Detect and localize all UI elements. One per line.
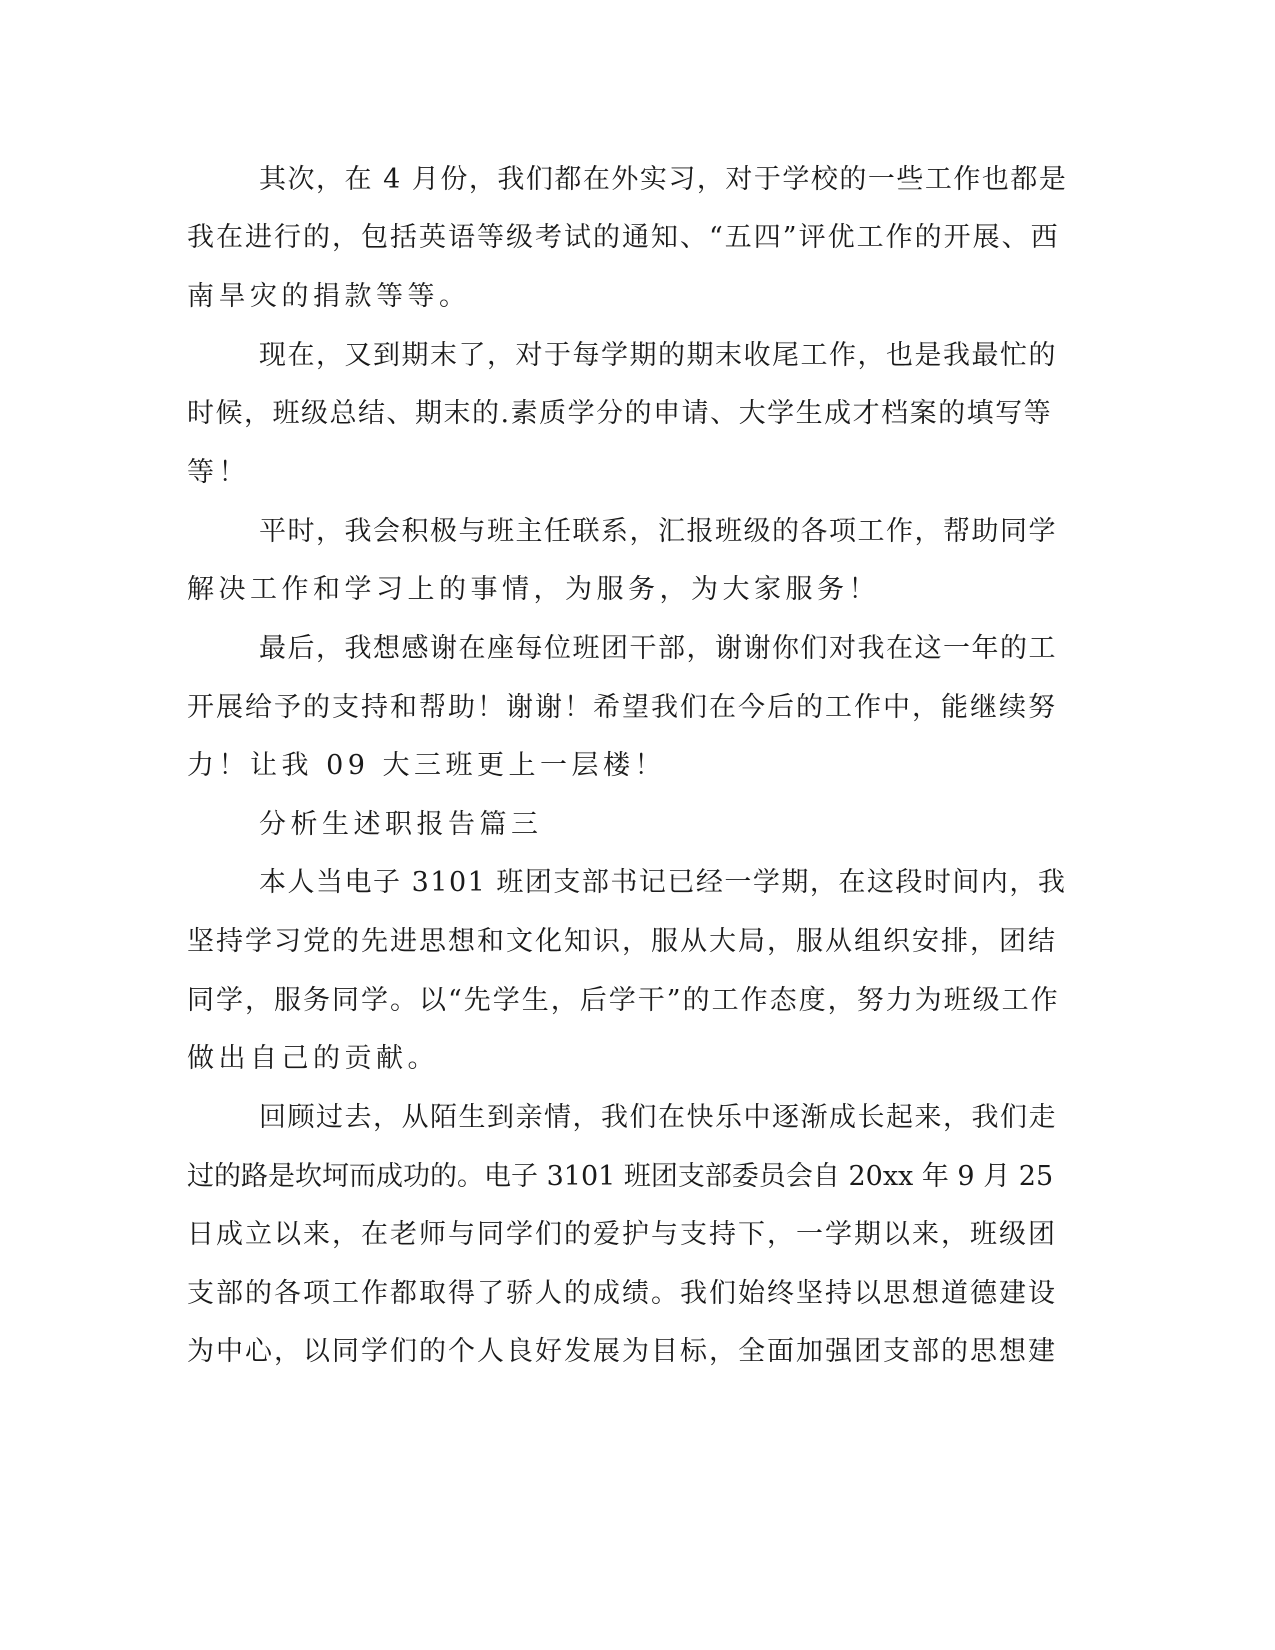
text-line: 其次，在 4 月份，我们都在外实习，对于学校的一些工作也都是	[259, 164, 1068, 195]
text-line: 我在进行的，包括英语等级考试的通知、“五四”评优工作的开展、西	[187, 222, 1060, 253]
text-line: 日成立以来，在老师与同学们的爱护与支持下，一学期以来，班级团	[187, 1219, 1057, 1250]
text-line: 时候，班级总结、期末的.素质学分的申请、大学生成才档案的填写等	[187, 398, 1053, 429]
text-line: 同学，服务同学。以“先学生，后学干”的工作态度，努力为班级工作	[187, 985, 1060, 1016]
text-line: 回顾过去，从陌生到亲情，我们在快乐中逐渐成长起来，我们走	[259, 1102, 1057, 1133]
text-line: 现在，又到期末了，对于每学期的期末收尾工作，也是我最忙的	[259, 340, 1057, 371]
text-line: 南旱灾的捐款等等。	[187, 281, 471, 312]
text-line: 解决工作和学习上的事情，为服务，为大家服务！	[187, 574, 880, 605]
text-line: 平时，我会积极与班主任联系，汇报班级的各项工作，帮助同学	[259, 516, 1057, 547]
text-line: 支部的各项工作都取得了骄人的成绩。我们始终坚持以思想道德建设	[187, 1278, 1057, 1309]
text-line: 过的路是坎坷而成功的。电子 3101 班团支部委员会自 20xx 年 9 月 25	[187, 1161, 1054, 1192]
text-line: 坚持学习党的先进思想和文化知识，服从大局，服从组织安排，团结	[187, 926, 1057, 957]
section-heading: 分析生述职报告篇三	[259, 809, 543, 840]
text-line: 最后，我想感谢在座每位班团干部，谢谢你们对我在这一年的工	[259, 633, 1057, 664]
text-line: 做出自己的贡献。	[187, 1043, 439, 1074]
text-line: 力！让我 09 大三班更上一层楼！	[187, 750, 667, 781]
text-line: 为中心，以同学们的个人良好发展为目标，全面加强团支部的思想建	[187, 1336, 1057, 1367]
text-line: 本人当电子 3101 班团支部书记已经一学期，在这段时间内，我	[259, 867, 1067, 898]
text-line: 等！	[187, 457, 250, 488]
text-line: 开展给予的支持和帮助！谢谢！希望我们在今后的工作中，能继续努	[187, 692, 1057, 723]
